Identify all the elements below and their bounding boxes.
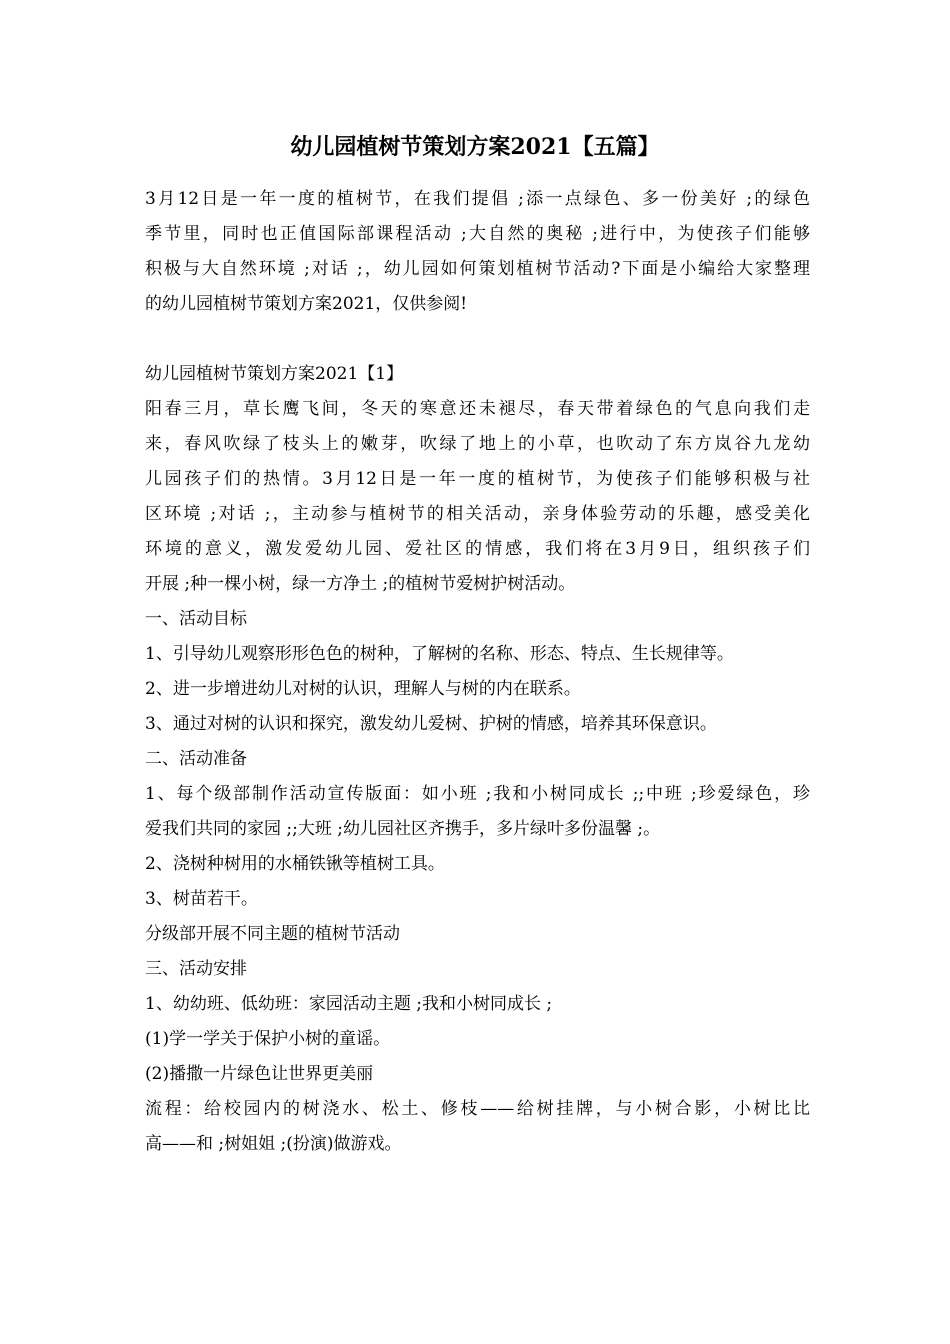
body-line: 3月12日是一年一度的植树节，在我们提倡 ;添一点绿色、多一份美好 ;的绿色 xyxy=(145,189,810,209)
body-line: 来，春风吹绿了枝头上的嫩芽，吹绿了地上的小草，也吹动了东方岚谷九龙幼 xyxy=(145,434,810,454)
body-line: 二、活动准备 xyxy=(145,749,247,769)
body-line: 高——和 ;树姐姐 ;(扮演)做游戏。 xyxy=(145,1134,402,1154)
body-line: 区环境 ;对话 ;，主动参与植树节的相关活动，亲身体验劳动的乐趣，感受美化 xyxy=(145,504,810,524)
body-line: 2、进一步增进幼儿对树的认识，理解人与树的内在联系。 xyxy=(145,679,581,699)
body-line: 爱我们共同的家园 ;;大班 ;幼儿园社区齐携手，多片绿叶多份温馨 ;。 xyxy=(145,819,661,839)
body-line: 3、树苗若干。 xyxy=(145,889,258,909)
body-line: 2、浇树种树用的水桶铁锹等植树工具。 xyxy=(145,854,445,874)
body-line: 积极与大自然环境 ;对话 ;，幼儿园如何策划植树节活动?下面是小编给大家整理 xyxy=(145,259,810,279)
body-line: 的幼儿园植树节策划方案2021，仅供参阅! xyxy=(145,294,468,314)
body-line: 1、幼幼班、低幼班：家园活动主题 ;我和小树同成长 ; xyxy=(145,994,553,1014)
body-line: 阳春三月，草长鹰飞间，冬天的寒意还未褪尽，春天带着绿色的气息向我们走 xyxy=(145,399,810,419)
body-line: 1、引导幼儿观察形形色色的树种，了解树的名称、形态、特点、生长规律等。 xyxy=(145,644,734,664)
body-line: 开展 ;种一棵小树，绿一方净土 ;的植树节爱树护树活动。 xyxy=(145,574,576,594)
body-line: 1、每个级部制作活动宣传版面：如小班 ;我和小树同成长 ;;中班 ;珍爱绿色，珍 xyxy=(145,784,810,804)
body-line: 流程：给校园内的树浇水、松土、修枝——给树挂牌，与小树合影，小树比比 xyxy=(145,1099,810,1119)
document-title: 幼儿园植树节策划方案2021【五篇】 xyxy=(290,134,660,160)
body-line: 一、活动目标 xyxy=(145,609,247,629)
body-line: 季节里，同时也正值国际部课程活动 ;大自然的奥秘 ;进行中，为使孩子们能够 xyxy=(145,224,810,244)
body-line: 3、通过对树的认识和探究，激发幼儿爱树、护树的情感，培养其环保意识。 xyxy=(145,714,717,734)
body-line: (2)播撒一片绿色让世界更美丽 xyxy=(145,1064,374,1084)
body-line: 幼儿园植树节策划方案2021【1】 xyxy=(145,364,404,384)
body-line: 环境的意义，激发爱幼儿园、爱社区的情感，我们将在3月9日，组织孩子们 xyxy=(145,539,810,559)
body-line: 儿园孩子们的热情。3月12日是一年一度的植树节，为使孩子们能够积极与社 xyxy=(145,469,810,489)
body-line: 分级部开展不同主题的植树节活动 xyxy=(145,924,400,944)
body-line: 三、活动安排 xyxy=(145,959,247,979)
body-line: (1)学一学关于保护小树的童谣。 xyxy=(145,1029,391,1049)
